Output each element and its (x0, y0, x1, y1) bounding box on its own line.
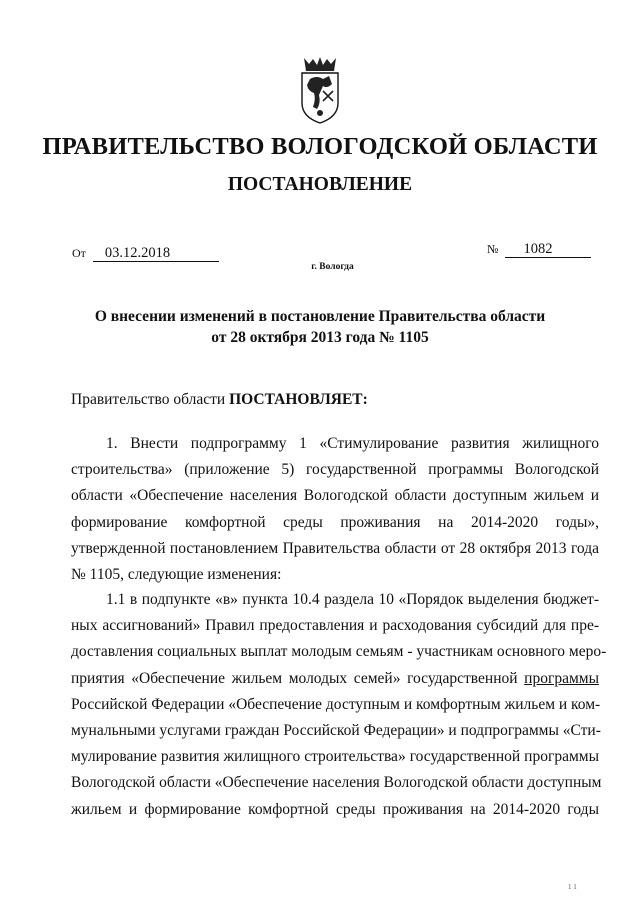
text-line: Вологодской области «Обеспечение населения Вологодской области доступным (71, 774, 602, 792)
text-line: мулирование развития жилищного строительства» государственной программы (71, 748, 599, 766)
coat-of-arms-icon (299, 55, 341, 125)
text-line: доставления социальных выплат молодым семьям - участникам основного меро- (71, 643, 607, 661)
document-type: ПОСТАНОВЛЕНИЕ (227, 174, 413, 195)
decree-clause (71, 391, 368, 409)
text-line: жильем и формирование комфортной среды проживания на 2014-2020 годы (71, 800, 599, 818)
date-prefix: От (72, 246, 86, 260)
text-segment: приятия «Обеспечение жильем молодых семей» государственной (71, 669, 525, 687)
paragraph-1 (71, 431, 599, 588)
document-subject (0, 306, 640, 348)
text-line: утвержденной постановлением Правительства области от 28 октября 2013 года (71, 539, 599, 557)
text-line (71, 666, 599, 692)
text-line: формирование комфортной среды проживания на 2014-2020 годы», (71, 513, 599, 531)
government-title: ПРАВИТЕЛЬСТВО ВОЛОГОДСКОЙ ОБЛАСТИ (42, 133, 598, 160)
text-line: 1.1 в подпункте «в» пункта 10.4 раздела 10 «Порядок выделения бюджет- (106, 591, 599, 608)
city: г. Вологда (311, 262, 354, 272)
number-prefix: № (487, 242, 499, 256)
date-value: 03.12.2018 (93, 245, 219, 262)
text-line: Российской Федерации «Обеспечение доступным и комфортным жильем и ком- (71, 695, 601, 713)
program-link[interactable]: программы (524, 669, 599, 687)
subject-line: от 28 октября 2013 года № 1105 (211, 329, 429, 346)
subject-line: О внесении изменений в постановление Правительства области (94, 308, 546, 325)
page-mark: 1 1 (568, 883, 577, 891)
text-line: № 1105, следующие изменения: (71, 566, 282, 584)
decree-prefix: Правительство области (71, 391, 230, 408)
decree-verb: ПОСТАНОВЛЯЕТ: (229, 391, 368, 408)
text-line: ных ассигнований» Правил предоставления и расходования субсидий для пре- (71, 617, 599, 635)
date-field (72, 245, 219, 262)
paragraph-1-1 (71, 587, 607, 823)
number-value: 1082 (505, 241, 591, 258)
number-field (487, 241, 591, 258)
text-line: строительства» (приложение 5) государственной программы Вологодской (71, 461, 599, 479)
text-line: 1. Внести подпрограмму 1 «Стимулирование развития жилищного (106, 435, 599, 452)
text-line: области «Обеспечение населения Вологодской области доступным жильем и (71, 487, 599, 505)
text-line: мунальными услугами граждан Российской Федерации» и подпрограммы «Сти- (71, 722, 601, 740)
